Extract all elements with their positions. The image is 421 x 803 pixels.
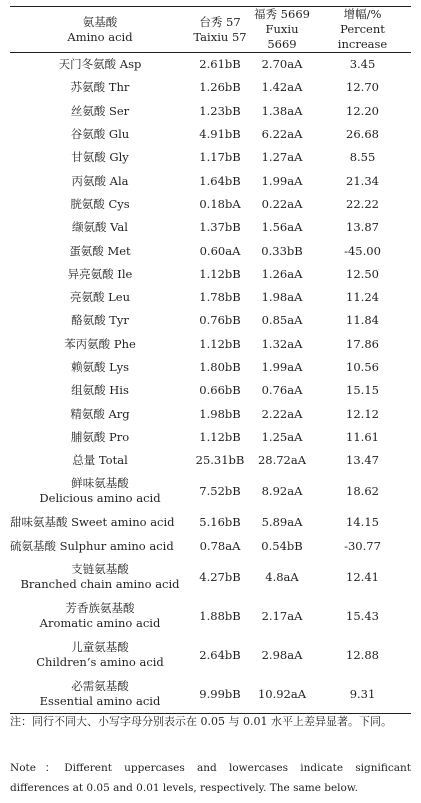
amino-acid-name: 总量 Total bbox=[72, 453, 128, 468]
percent-increase: 12.70 bbox=[346, 80, 379, 95]
percent-increase: 12.41 bbox=[346, 569, 379, 584]
fuxiu-value: 6.22aA bbox=[261, 127, 303, 142]
group-name: 甜味氨基酸 Sweet amino acid bbox=[10, 515, 175, 530]
amino-acid-name: 缬氨酸 Val bbox=[72, 220, 128, 235]
group-name bbox=[10, 635, 190, 674]
table-row-essential bbox=[10, 674, 411, 713]
table-row-delicious bbox=[10, 472, 411, 511]
fuxiu-value: 1.27aA bbox=[261, 150, 303, 165]
amino-acid-name: 苯丙氨酸 Phe bbox=[64, 336, 136, 351]
percent-increase: 12.12 bbox=[346, 406, 379, 421]
amino-acid-name: 甘氨酸 Gly bbox=[71, 150, 129, 165]
group-name bbox=[10, 596, 190, 635]
amino-acid-name: 胱氨酸 Cys bbox=[70, 196, 130, 211]
header-taixiu-en: Taixiu 57 bbox=[193, 29, 247, 44]
header-percent-increase bbox=[314, 7, 411, 53]
table-row bbox=[10, 332, 411, 355]
amino-acid-name: 酪氨酸 Tyr bbox=[71, 313, 129, 328]
header-amino-acid-en: Amino acid bbox=[67, 29, 133, 44]
taixiu-value: 5.16bB bbox=[199, 515, 241, 530]
amino-acid-name: 脯氨酸 Pro bbox=[70, 429, 130, 444]
amino-acid-name: 亮氨酸 Leu bbox=[69, 290, 130, 305]
fuxiu-value: 1.98aA bbox=[261, 290, 303, 305]
table-row bbox=[10, 355, 411, 378]
percent-increase: 15.15 bbox=[346, 383, 379, 398]
table-note-chinese: 注：同行不同大、小写字母分别表示在 0.05 与 0.01 水平上差异显著。下同。 bbox=[10, 715, 392, 728]
group-name-en: Children’s amino acid bbox=[36, 654, 164, 669]
fuxiu-value: 1.26aA bbox=[261, 266, 303, 281]
header-amino-acid-zh: 氨基酸 bbox=[82, 14, 118, 29]
table-row bbox=[10, 216, 411, 239]
percent-increase: 8.55 bbox=[349, 150, 376, 165]
taixiu-value: 1.12bB bbox=[199, 266, 241, 281]
table-row bbox=[10, 425, 411, 448]
table-row-sulphur bbox=[10, 534, 411, 557]
table-note-english: Note：Different uppercases and lowercases indicate significant differences at 0.05 and 0.01 levels, respectively. The same below. bbox=[10, 762, 411, 794]
header-taixiu-zh: 台秀 57 bbox=[199, 14, 241, 29]
fuxiu-value: 5.89aA bbox=[261, 515, 303, 530]
fuxiu-value: 28.72aA bbox=[257, 453, 307, 468]
amino-acid-name: 蛋氨酸 Met bbox=[69, 243, 131, 258]
group-name-en: Delicious amino acid bbox=[39, 491, 161, 506]
table-row bbox=[10, 379, 411, 402]
taixiu-value: 4.27bB bbox=[199, 569, 241, 584]
percent-increase: 21.34 bbox=[346, 173, 379, 188]
fuxiu-value: 1.99aA bbox=[261, 360, 303, 374]
percent-increase: 13.87 bbox=[346, 220, 379, 235]
amino-acid-name: 异亮氨酸 Ile bbox=[67, 266, 133, 281]
group-name-en: Essential amino acid bbox=[39, 693, 161, 708]
amino-acid-name: 苏氨酸 Thr bbox=[70, 80, 130, 95]
table-row bbox=[10, 122, 411, 145]
table-row bbox=[10, 99, 411, 122]
taixiu-value: 1.12bB bbox=[199, 429, 241, 444]
group-name-zh: 儿童氨基酸 bbox=[71, 639, 129, 654]
header-percent-increase-zh: 增幅/% bbox=[343, 7, 382, 21]
taixiu-value: 7.52bB bbox=[199, 484, 241, 499]
amino-acid-name: 天门冬氨酸 Asp bbox=[58, 57, 142, 72]
amino-acid-name: 谷氨酸 Glu bbox=[70, 127, 130, 142]
group-name-zh: 鲜味氨基酸 bbox=[71, 476, 129, 491]
group-name-zh: 必需氨基酸 bbox=[71, 678, 129, 693]
fuxiu-value: 1.42aA bbox=[261, 80, 303, 95]
header-amino-acid bbox=[10, 7, 190, 53]
taixiu-value: 0.76bB bbox=[199, 313, 241, 328]
table-row bbox=[10, 262, 411, 285]
group-name-zh: 支链氨基酸 bbox=[71, 561, 129, 576]
taixiu-value: 1.26bB bbox=[199, 80, 241, 95]
table-row bbox=[10, 309, 411, 332]
percent-increase: 15.43 bbox=[346, 608, 379, 623]
table-row bbox=[10, 239, 411, 262]
group-name-en: Branched chain amino acid bbox=[20, 576, 180, 591]
percent-increase: 26.68 bbox=[346, 127, 379, 142]
taixiu-value: 1.12bB bbox=[199, 336, 241, 351]
taixiu-value: 1.98bB bbox=[199, 406, 241, 421]
amino-acid-name: 精氨酸 Arg bbox=[70, 406, 130, 421]
percent-increase: 10.56 bbox=[346, 360, 379, 374]
fuxiu-value: 1.56aA bbox=[261, 220, 303, 235]
table-row bbox=[10, 146, 411, 169]
taixiu-value: 0.60aA bbox=[199, 243, 241, 258]
fuxiu-value: 1.32aA bbox=[261, 336, 303, 351]
group-name: 硫氨基酸 Sulphur amino acid bbox=[10, 538, 174, 553]
taixiu-value: 0.66bB bbox=[199, 383, 241, 398]
header-fuxiu-en: Fuxiu 5669 bbox=[265, 22, 299, 51]
taixiu-value: 4.91bB bbox=[199, 127, 241, 142]
table-row-sweet bbox=[10, 511, 411, 534]
percent-increase: 11.24 bbox=[346, 290, 379, 305]
fuxiu-value: 2.98aA bbox=[261, 647, 303, 662]
taixiu-value: 1.37bB bbox=[199, 220, 241, 235]
percent-increase: 12.20 bbox=[346, 103, 379, 118]
percent-increase: 13.47 bbox=[346, 453, 379, 468]
group-name bbox=[10, 674, 190, 713]
table-header bbox=[10, 7, 411, 53]
percent-increase: 17.86 bbox=[346, 336, 379, 351]
header-taixiu bbox=[190, 7, 250, 53]
taixiu-value: 9.99bB bbox=[199, 686, 241, 701]
percent-increase: -30.77 bbox=[344, 538, 381, 553]
percent-increase: 12.50 bbox=[346, 266, 379, 281]
table-row bbox=[10, 192, 411, 215]
taixiu-value: 1.78bB bbox=[199, 290, 241, 305]
amino-acid-table bbox=[10, 6, 411, 714]
taixiu-value: 1.64bB bbox=[199, 173, 241, 188]
fuxiu-value: 1.38aA bbox=[261, 103, 303, 118]
fuxiu-value: 0.85aA bbox=[261, 313, 303, 328]
group-name bbox=[10, 557, 190, 596]
taixiu-value: 25.31bB bbox=[195, 453, 245, 468]
header-fuxiu bbox=[250, 7, 314, 53]
amino-acid-name: 丙氨酸 Ala bbox=[71, 173, 129, 188]
percent-increase: 11.84 bbox=[346, 313, 379, 328]
group-name bbox=[10, 472, 190, 511]
taixiu-value: 2.61bB bbox=[199, 57, 241, 72]
fuxiu-value: 8.92aA bbox=[261, 484, 303, 499]
percent-increase: 9.31 bbox=[349, 686, 376, 701]
percent-increase: -45.00 bbox=[344, 243, 381, 258]
fuxiu-value: 1.99aA bbox=[261, 173, 303, 188]
percent-increase: 18.62 bbox=[346, 484, 379, 499]
table-row-total bbox=[10, 449, 411, 472]
percent-increase: 22.22 bbox=[346, 196, 379, 211]
taixiu-value: 1.80bB bbox=[199, 360, 241, 374]
fuxiu-value: 2.17aA bbox=[261, 608, 303, 623]
table-row-branched bbox=[10, 557, 411, 596]
taixiu-value: 0.78aA bbox=[199, 538, 241, 553]
taixiu-value: 1.23bB bbox=[199, 103, 241, 118]
fuxiu-value: 10.92aA bbox=[257, 686, 307, 701]
fuxiu-value: 1.25aA bbox=[261, 429, 303, 444]
taixiu-value: 0.18bA bbox=[199, 196, 241, 211]
amino-acid-name: 组氨酸 His bbox=[71, 383, 129, 398]
header-percent-increase-en: Percent increase bbox=[337, 22, 388, 51]
percent-increase: 14.15 bbox=[346, 515, 379, 530]
table-row bbox=[10, 53, 411, 76]
fuxiu-value: 0.33bB bbox=[261, 243, 303, 258]
fuxiu-value: 0.54bB bbox=[261, 538, 303, 553]
table-row bbox=[10, 402, 411, 425]
fuxiu-value: 0.22aA bbox=[261, 196, 303, 211]
fuxiu-value: 2.22aA bbox=[261, 406, 303, 421]
table-body bbox=[10, 53, 411, 714]
header-row bbox=[10, 7, 411, 53]
amino-acid-name: 赖氨酸 Lys bbox=[71, 360, 129, 374]
table-row bbox=[10, 76, 411, 99]
percent-increase: 11.61 bbox=[346, 429, 379, 444]
table-row-children bbox=[10, 635, 411, 674]
table-row bbox=[10, 169, 411, 192]
taixiu-value: 1.88bB bbox=[199, 608, 241, 623]
fuxiu-value: 4.8aA bbox=[265, 569, 299, 584]
taixiu-value: 2.64bB bbox=[199, 647, 241, 662]
header-fuxiu-zh: 福秀 5669 bbox=[254, 7, 310, 21]
group-name-zh: 芳香族氨基酸 bbox=[65, 600, 135, 615]
percent-increase: 12.88 bbox=[346, 647, 379, 662]
percent-increase: 3.45 bbox=[349, 57, 376, 72]
fuxiu-value: 0.76aA bbox=[261, 383, 303, 398]
table-row-aromatic bbox=[10, 596, 411, 635]
taixiu-value: 1.17bB bbox=[199, 150, 241, 165]
amino-acid-name: 丝氨酸 Ser bbox=[70, 103, 130, 118]
table-row bbox=[10, 285, 411, 308]
fuxiu-value: 2.70aA bbox=[261, 57, 303, 72]
group-name-en: Aromatic amino acid bbox=[39, 615, 161, 630]
